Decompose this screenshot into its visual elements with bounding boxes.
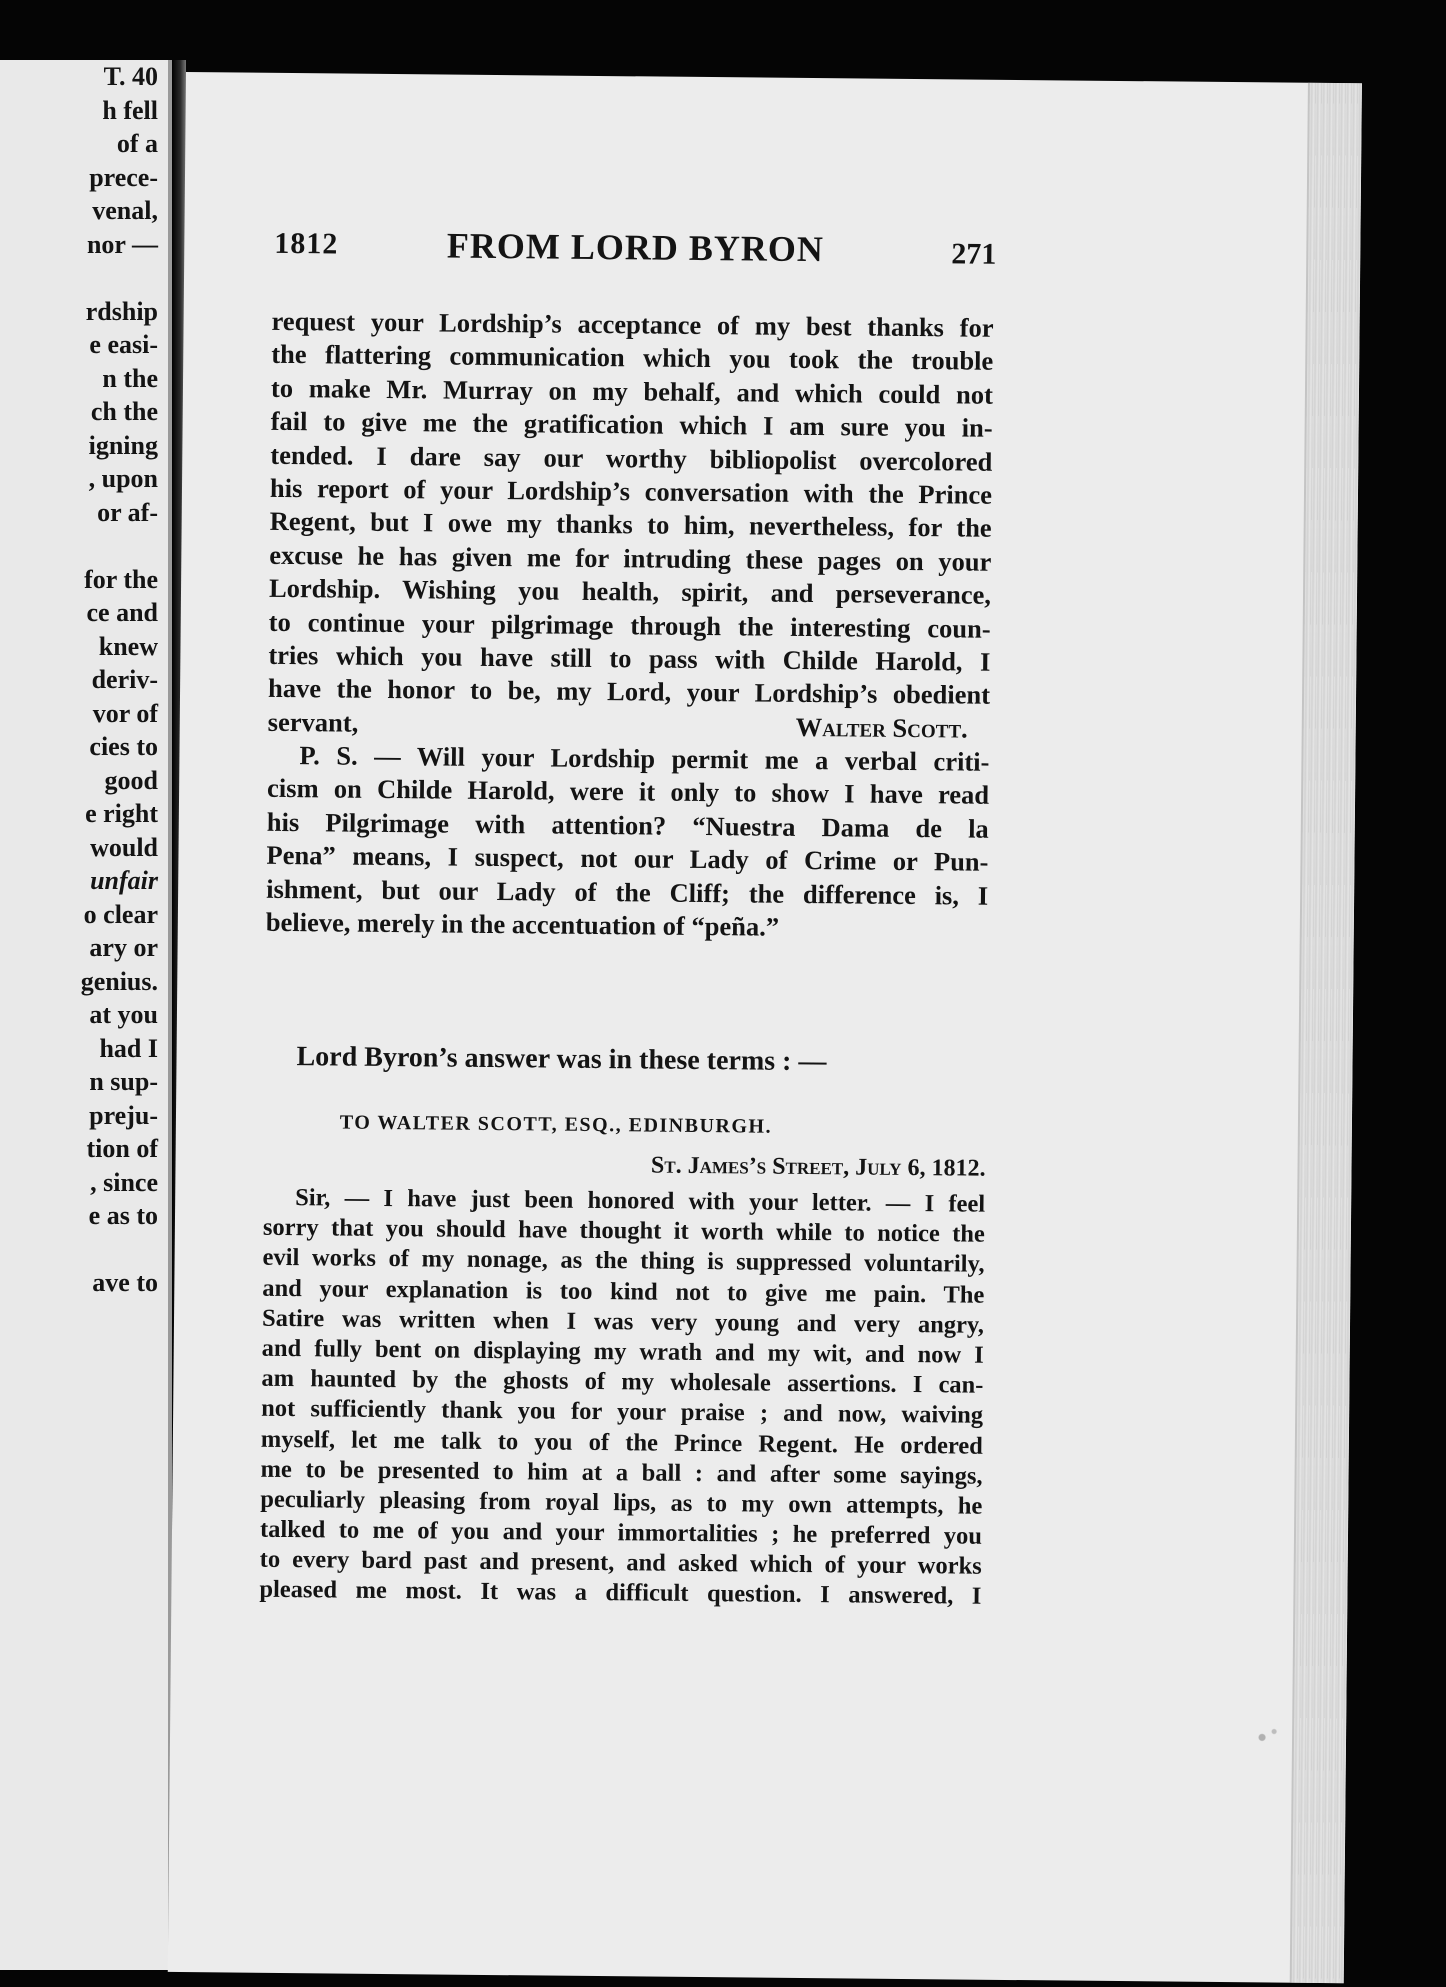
postscript-line: Pena” means, I suspect, not our Lady of Crime or Pun- xyxy=(266,840,989,877)
byron-letter-line: sorry that you should have thought it worth while to notice the xyxy=(262,1213,986,1248)
previous-page-line: n the xyxy=(102,363,158,393)
byron-letter-line: pleased me most. It was a difficult question. I answered, I xyxy=(259,1576,982,1611)
previous-page-line: nor — xyxy=(86,229,158,259)
previous-page-line: genius. xyxy=(80,966,158,996)
previous-page-line xyxy=(0,529,158,563)
byron-letter-line: not sufficiently thank you for your praise ; and now, waiving xyxy=(261,1395,984,1430)
previous-page-line: n sup- xyxy=(89,1067,158,1096)
byron-letter-line: talked to me of you and your immortalities ; he preferred you xyxy=(259,1515,983,1550)
running-head-title: FROM LORD BYRON xyxy=(446,225,825,270)
previous-page-line: unfair xyxy=(90,866,158,895)
scott-letter xyxy=(266,305,994,946)
previous-page-line: vor of xyxy=(92,698,158,728)
byron-letter-line: and fully bent on displaying my wrath and my wit, and now I xyxy=(261,1334,984,1369)
previous-page-line: h fell xyxy=(102,95,158,125)
postscript-last-line: believe, merely in the accentuation of “peña.” xyxy=(265,906,780,942)
page-edge-stack xyxy=(1290,83,1362,1983)
byron-answer-intro: Lord Byron’s answer was in these terms : — xyxy=(296,1041,827,1078)
previous-page-line: e as to xyxy=(88,1201,158,1230)
previous-page-line: rdship xyxy=(85,296,158,326)
postscript-line: his Pilgrimage with attention? “Nuestra Dama de la xyxy=(266,806,989,844)
text-line: have the honor to be, my Lord, your Lordship’s obedient xyxy=(267,673,991,711)
previous-page-line: of a xyxy=(116,129,158,158)
text-line: to make Mr. Murray on my behalf, and which could not xyxy=(270,372,994,410)
previous-page-fragment xyxy=(0,60,172,1970)
letter-closing: servant, xyxy=(267,706,359,738)
running-head xyxy=(274,223,996,280)
byron-letter-line: and your explanation is too kind not to give me pain. The xyxy=(262,1274,985,1309)
text-line: Regent, but I owe my thanks to him, nevertheless, for the xyxy=(269,506,992,544)
text-line: excuse he has given me for intruding these pages on your xyxy=(269,539,992,577)
page-number: 271 xyxy=(951,237,997,271)
text-line: request your Lordship’s acceptance of my best thanks for xyxy=(271,305,994,343)
byron-letter-line: myself, let me talk to you of the Prince Regent. He ordered xyxy=(260,1425,983,1460)
previous-page-line: good xyxy=(104,765,158,795)
previous-page-line: deriv- xyxy=(91,665,158,694)
text-line: fail to give me the gratification which I am sure you in- xyxy=(270,406,993,443)
letter-address: TO WALTER SCOTT, ESQ., EDINBURGH. xyxy=(339,1111,773,1138)
byron-letter-line: peculiarly pleasing from royal lips, as to my own attempts, he xyxy=(260,1485,983,1520)
signature: Walter Scott. xyxy=(795,711,968,744)
previous-page-text xyxy=(0,60,158,1300)
previous-page-line: for the xyxy=(84,564,158,594)
previous-page-line: had I xyxy=(99,1033,158,1063)
postscript-line: ishment, but our Lady of the Cliff; the difference is, I xyxy=(266,873,989,911)
scott-letter-body xyxy=(268,305,994,713)
text-line: to continue your pilgrimage through the interesting coun- xyxy=(268,606,991,644)
previous-page-line: ch the xyxy=(90,397,158,426)
letter-dateline: St. James’s Street, July 6, 1812. xyxy=(650,1152,986,1182)
previous-page-line: , since xyxy=(90,1167,158,1197)
previous-page-line: at you xyxy=(89,1000,158,1029)
previous-page-line: igning xyxy=(88,430,158,460)
byron-letter xyxy=(259,1183,985,1613)
previous-page-line: preju- xyxy=(89,1100,158,1130)
previous-page-line: e right xyxy=(85,799,158,828)
previous-page-line: , upon xyxy=(88,464,158,493)
previous-page-line: would xyxy=(90,832,158,862)
text-line: tended. I dare say our worthy bibliopolist overcolored xyxy=(270,439,993,477)
previous-page-line: e easi- xyxy=(89,330,158,359)
byron-letter-body xyxy=(259,1183,985,1613)
previous-page-line: tion of xyxy=(86,1134,158,1163)
previous-page-line: ce and xyxy=(86,598,158,627)
postscript-line: P. S. — Will your Lordship permit me a verbal criti- xyxy=(299,740,990,777)
text-line: tries which you have still to pass with Childe Harold, I xyxy=(268,639,991,677)
byron-letter-line: Sir, — I have just been honored with your letter. — I feel xyxy=(295,1184,986,1218)
previous-page-line: venal, xyxy=(92,196,158,225)
previous-page-line: prece- xyxy=(89,162,158,192)
byron-letter-line: Satire was written when I was very young and very angry, xyxy=(261,1304,985,1339)
running-head-year: 1812 xyxy=(274,226,339,261)
postscript-line: cism on Childe Harold, were it only to show I have read xyxy=(266,773,990,811)
byron-letter-line: me to be presented to him at a ball : and after some sayings, xyxy=(260,1455,983,1490)
postscript xyxy=(266,739,990,913)
previous-page-line: or af- xyxy=(97,497,158,527)
previous-page-line: ave to xyxy=(92,1268,158,1297)
previous-page-line: knew xyxy=(98,631,158,661)
previous-page-line xyxy=(0,261,158,295)
page-271 xyxy=(168,72,1362,1983)
previous-page-line: cies to xyxy=(89,732,158,761)
byron-letter-line: am haunted by the ghosts of my wholesale assertions. I can- xyxy=(261,1364,984,1399)
byron-letter-line: to every bard past and present, and asked which of your works xyxy=(259,1546,982,1580)
byron-letter-line: evil works of my nonage, as the thing is suppressed voluntarily, xyxy=(262,1244,985,1279)
scan-speckle xyxy=(1246,1722,1286,1752)
previous-page-line: o clear xyxy=(83,899,158,929)
previous-page-line xyxy=(0,1233,158,1267)
text-line: Lordship. Wishing you health, spirit, and perseverance, xyxy=(268,572,992,610)
previous-page-line: ary or xyxy=(89,933,158,962)
text-line: the flattering communication which you took the trouble xyxy=(271,339,994,377)
text-line: his report of your Lordship’s conversation with the Prince xyxy=(269,472,993,510)
previous-page-line: T. 40 xyxy=(103,62,158,91)
